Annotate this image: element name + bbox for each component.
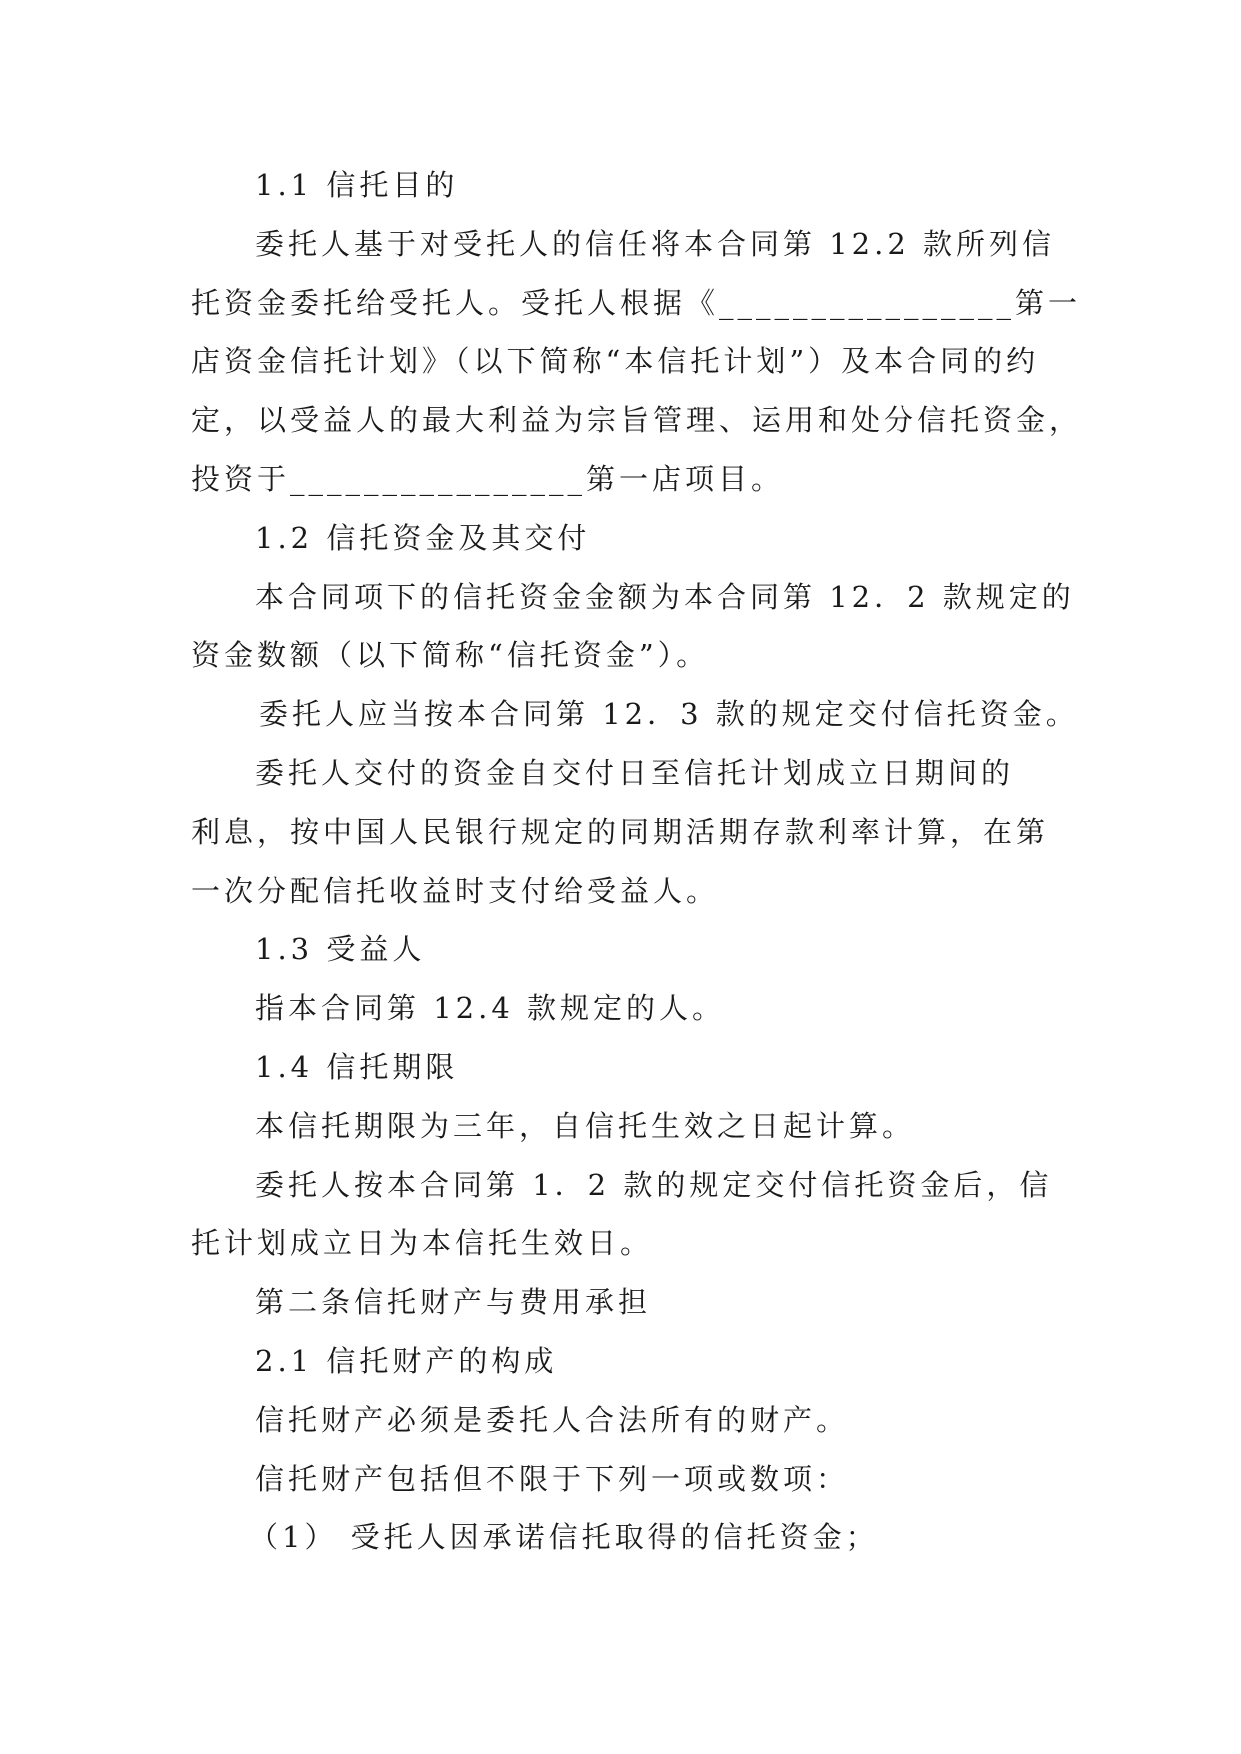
list-item: （1） 受托人因承诺信托取得的信托资金； bbox=[249, 1520, 879, 1555]
paragraph-line: 信托财产包括但不限于下列一项或数项： bbox=[255, 1461, 850, 1496]
paragraph-line: 托资金委托给受托人。受托人根据《________________第一 bbox=[191, 285, 1082, 320]
section-heading-1-3: 1.3 受益人 bbox=[255, 932, 426, 967]
paragraph-line: 信托财产必须是委托人合法所有的财产。 bbox=[255, 1402, 850, 1437]
paragraph-line: 本合同项下的信托资金金额为本合同第 12．2 款规定的 bbox=[255, 579, 1075, 614]
paragraph-line: 委托人交付的资金自交付日至信托计划成立日期间的 bbox=[255, 755, 1015, 790]
paragraph-line: 本信托期限为三年，自信托生效之日起计算。 bbox=[255, 1108, 916, 1143]
paragraph-line: 投资于________________第一店项目。 bbox=[191, 461, 785, 496]
paragraph-line: 指本合同第 12.4 款规定的人。 bbox=[255, 991, 726, 1026]
paragraph-line: 一次分配信托收益时支付给受益人。 bbox=[191, 873, 720, 908]
document-body bbox=[191, 156, 1083, 1567]
paragraph-line: 资金数额（以下简称“信托资金”）。 bbox=[191, 638, 710, 673]
paragraph-line: 定，以受益人的最大利益为宗旨管理、运用和处分信托资金， bbox=[191, 403, 1083, 438]
paragraph-line: 委托人按本合同第 1．2 款的规定交付信托资金后，信 bbox=[255, 1167, 1053, 1202]
section-heading-1-4: 1.4 信托期限 bbox=[255, 1049, 459, 1084]
article-heading-2: 第二条信托财产与费用承担 bbox=[255, 1285, 652, 1320]
section-heading-2-1: 2.1 信托财产的构成 bbox=[255, 1343, 558, 1378]
paragraph-line: 店资金信托计划》（以下简称“本信托计划”）及本合同的约 bbox=[191, 344, 1040, 379]
section-heading-1-1: 1.1 信托目的 bbox=[255, 168, 459, 202]
paragraph-line: 委托人应当按本合同第 12．3 款的规定交付信托资金。 bbox=[259, 697, 1079, 732]
paragraph-line: 利息，按中国人民银行规定的同期活期存款利率计算，在第 bbox=[191, 814, 1050, 849]
section-heading-1-2: 1.2 信托资金及其交付 bbox=[255, 520, 591, 555]
paragraph-line: 委托人基于对受托人的信任将本合同第 12.2 款所列信 bbox=[255, 226, 1056, 261]
paragraph-line: 托计划成立日为本信托生效日。 bbox=[191, 1226, 654, 1261]
